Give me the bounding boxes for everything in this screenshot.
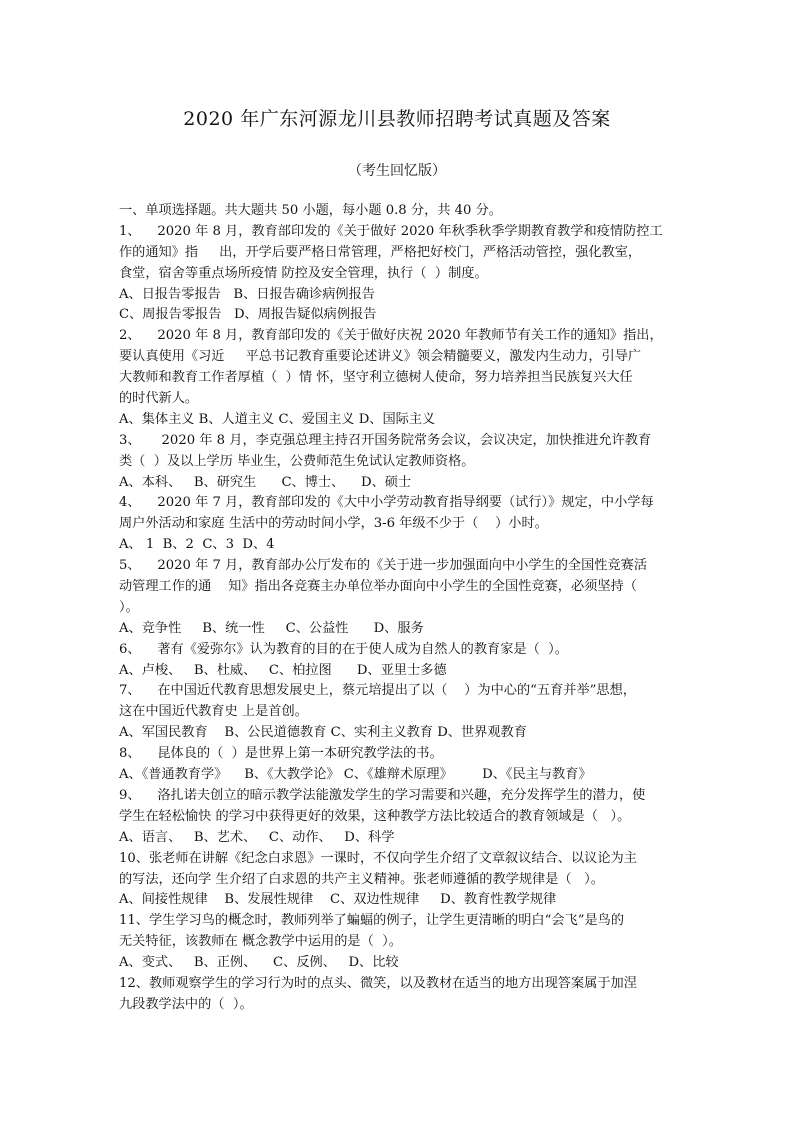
text-line: 1、 2020 年 8 月，教育部印发的《关于做好 2020 年秋季秋季学期教育教学和疫情防控工 xyxy=(119,223,663,239)
text-line: 周户外活动和家庭 生活中的劳动时间小学，3-6 年级不少于（ ）小时。 xyxy=(119,516,548,532)
text-line: A、竞争性 B、统一性 C、公益性 D、服务 xyxy=(119,620,424,636)
document-title: 2020 年广东河源龙川县教师招聘考试真题及答案 xyxy=(183,108,611,130)
text-line: A、语言、 B、艺术、 C、动作、 D、科学 xyxy=(119,829,395,845)
text-line: 食堂，宿舍等重点场所疫情 防控及安全管理，执行（ ）制度。 xyxy=(119,265,488,281)
text-line: 大教师和教育工作者厚植（ ）情 怀，坚守利立德树人使命，努力培养担当民族复兴大任 xyxy=(119,370,633,386)
text-line: 7、 在中国近代教育思想发展史上，蔡元培提出了以（ ）为中心的“五育并举”思想， xyxy=(119,683,636,699)
text-line: 10、张老师在讲解《纪念白求恩》一课时，不仅向学生介绍了文章叙议结合、以议论为主 xyxy=(119,850,637,866)
text-line: A、集体主义 B、人道主义 C、爱国主义 D、国际主义 xyxy=(119,411,436,427)
text-line: A、变式、 B、正例、 C、反例、 D、比较 xyxy=(119,955,399,971)
text-line: 12、教师观察学生的学习行为时的点头、微笑，以及教材在适当的地方出现答案属于加涅 xyxy=(119,975,637,991)
text-line: 的时代新人。 xyxy=(119,391,199,407)
text-line: 类（ ）及以上学历 毕业生，公费师范生免试认定教师资格。 xyxy=(119,453,475,469)
text-line: 5、 2020 年 7 月，教育部办公厅发布的《关于进一步加强面向中小学生的全国性竞赛活 xyxy=(119,558,648,574)
text-line: 的写法，还向学 生介绍了白求恩的共产主义精神。张老师遵循的教学规律是（ ）。 xyxy=(119,871,604,887)
text-line: 一、单项选择题。共大题共 50 小题，每小题 0.8 分，共 40 分。 xyxy=(119,203,502,218)
text-line: 学生在轻松愉快 的学习中获得更好的效果，这种教学方法比较适合的教育领域是（ ）。 xyxy=(119,808,631,824)
text-line: A、 1 B、2 C、3 D、4 xyxy=(119,537,275,553)
text-line: ）。 xyxy=(119,599,139,615)
text-line: 11、学生学习鸟的概念时，教师列举了蝙蝠的例子，让学生更清晰的明白“会飞”是鸟的 xyxy=(119,913,625,929)
text-line: A、军国民教育 B、公民道德教育 C、实利主义教育 D、世界观教育 xyxy=(119,725,527,741)
text-line: 4、 2020 年 7 月，教育部印发的《大中小学劳动教育指导纲要（试行）》规定，中小学每 xyxy=(119,495,654,511)
text-line: A、本科、 B、研究生 C、博士、 D、硕士 xyxy=(119,474,412,490)
document-subtitle: （考生回忆版） xyxy=(348,163,446,179)
text-line: 2、 2020 年 8 月，教育部印发的《关于做好庆祝 2020 年教师节有关工作的通知》指出， xyxy=(119,328,663,344)
text-line: A、日报告零报告 B、日报告确诊病例报告 xyxy=(119,286,375,302)
text-line: 动管理工作的通 知》指出各竞赛主办单位举办面向中小学生的全国性竞赛，必须坚持（ xyxy=(119,579,637,595)
text-line: A、间接性规律 B、发展性规律 C、双边性规律 D、教育性教学规律 xyxy=(119,892,557,908)
text-line: 九段教学法中的（ ）。 xyxy=(119,996,253,1012)
text-line: 作的通知》指 出，开学后要严格日常管理，严格把好校门，严格活动管控，强化教室， xyxy=(119,244,642,260)
text-line: A、卢梭、 B、杜威、 C、柏拉图 D、亚里士多德 xyxy=(119,662,447,678)
document-body xyxy=(119,201,681,1016)
text-line: 这在中国近代教育史 上是首创。 xyxy=(119,704,308,720)
text-line: 3、 2020 年 8 月，李克强总理主持召开国务院常务会议，会议决定，加快推进允许教育 xyxy=(119,432,652,448)
text-line: 要认真使用《习近 平总书记教育重要论述讲义》领会精髓要义，激发内生动力，引导广 xyxy=(119,349,642,365)
text-line: C、周报告零报告 D、周报告疑似病例报告 xyxy=(119,307,377,323)
text-line: 6、 著有《爱弥尔》认为教育的目的在于使人成为自然人的教育家是（ ）。 xyxy=(119,641,568,657)
text-line: 9、 洛扎诺夫创立的暗示教学法能激发学生的学习需要和兴趣，充分发挥学生的潜力，使 xyxy=(119,787,646,803)
text-line: 无关特征，该教师在 概念教学中运用的是（ ）。 xyxy=(119,934,402,950)
text-line: 8、 昆体良的（ ）是世界上第一本研究教学法的书。 xyxy=(119,746,443,762)
text-line: A、《普通教育学》 B、《大教学论》 C、《雄辩术原理》 D、《民主与教育》 xyxy=(119,767,592,783)
